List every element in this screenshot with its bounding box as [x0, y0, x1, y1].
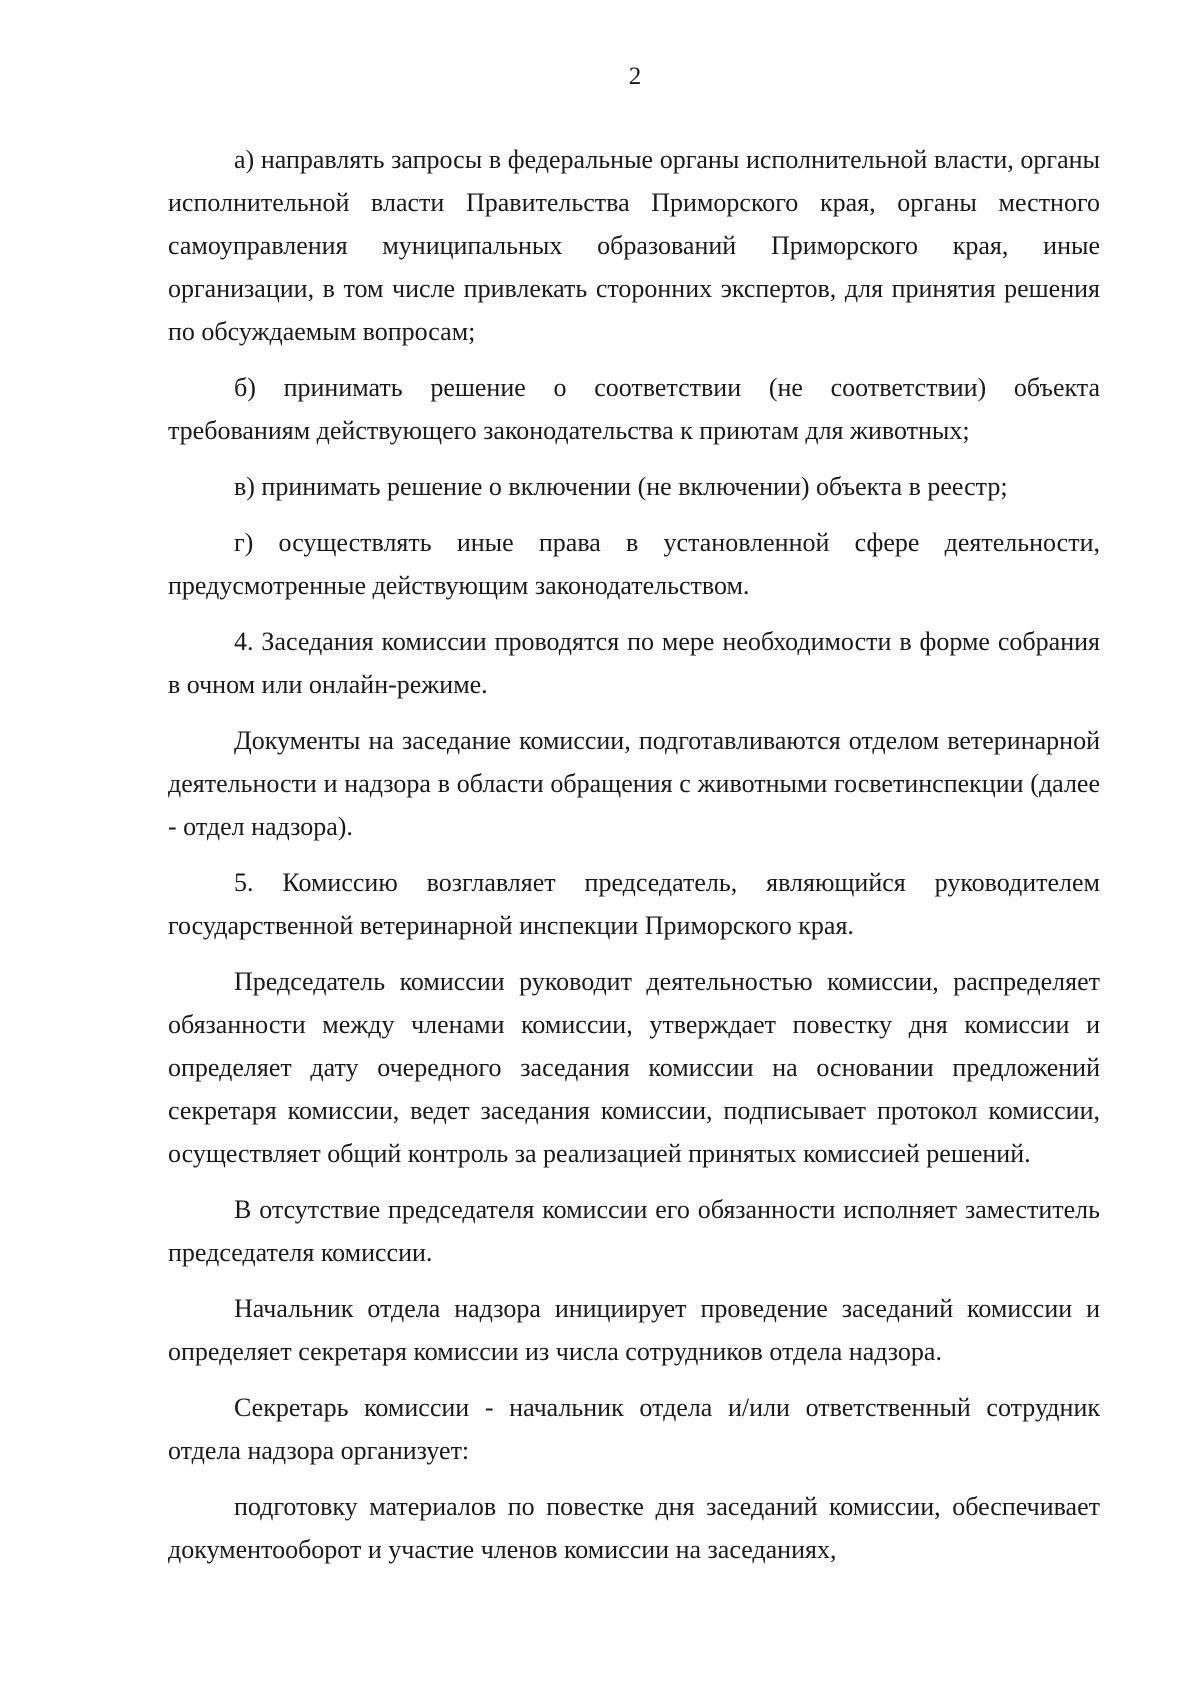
paragraph-secretary: Секретарь комиссии - начальник отдела и/или ответственный сотрудник отдела надзора организует: — [168, 1393, 1100, 1465]
paragraph-chairman-duties: Председатель комиссии руководит деятельностью комиссии, распределяет обязанности между членами комиссии, утверждает повестку дня комиссии и определяет дату очередного заседания комиссии на основании предложений секретаря комиссии, ведет заседания комиссии, подписывает протокол комиссии, осуществляет общий контроль за реализацией принятых комиссией решений. — [168, 967, 1100, 1168]
document-body — [168, 138, 1100, 1571]
paragraph-section-4: 4. Заседания комиссии проводятся по мере необходимости в форме собрания в очном или онлайн-режиме. — [168, 627, 1100, 699]
paragraph-section-5: 5. Комиссию возглавляет председатель, являющийся руководителем государственной ветеринарной инспекции Приморского края. — [168, 868, 1100, 940]
paragraph-item-b: б) принимать решение о соответствии (не соответствии) объекта требованиям действующего законодательства к приютам для животных; — [168, 373, 1100, 445]
paragraph-item-g: г) осуществлять иные права в установленной сфере деятельности, предусмотренные действующим законодательством. — [168, 528, 1100, 600]
page-number: 2 — [628, 63, 642, 90]
paragraph-item-v: в) принимать решение о включении (не включении) объекта в реестр; — [234, 472, 1008, 501]
paragraph-documents: Документы на заседание комиссии, подготавливаются отделом ветеринарной деятельности и надзора в области обращения с животными госветинспекции (далее - отдел надзора). — [168, 726, 1100, 841]
paragraph-chairman-absence: В отсутствие председателя комиссии его обязанности исполняет заместитель председателя комиссии. — [168, 1195, 1100, 1267]
paragraph-preparation: подготовку материалов по повестке дня заседаний комиссии, обеспечивает документооборот и участие членов комиссии на заседаниях, — [168, 1492, 1100, 1564]
paragraph-item-a: а) направлять запросы в федеральные органы исполнительной власти, органы исполнительной власти Правительства Приморского края, органы местного самоуправления муниципальных образований Приморского края, иные организации, в том числе привлекать сторонних экспертов, для принятия решения по обсуждаемым вопросам; — [168, 145, 1100, 346]
paragraph-supervision-head: Начальник отдела надзора инициирует проведение заседаний комиссии и определяет секретаря комиссии из числа сотрудников отдела надзора. — [168, 1294, 1100, 1366]
